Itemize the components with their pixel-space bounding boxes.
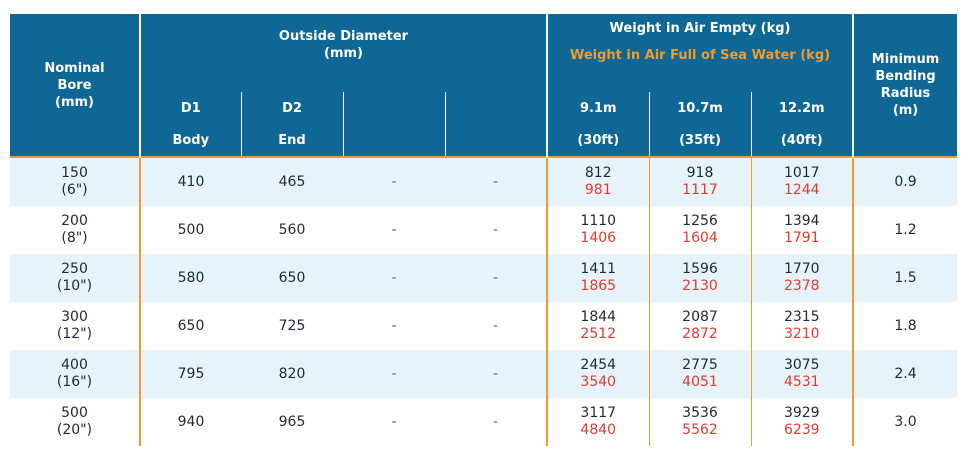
cell-d2: 560 xyxy=(241,206,343,254)
header-weight xyxy=(547,14,853,92)
cell-blank-3: - xyxy=(343,206,445,254)
weight-empty: 1411 xyxy=(580,261,617,277)
weight-full: 1117 xyxy=(682,182,718,198)
cell-d1: 580 xyxy=(140,254,241,302)
bore-in: (8") xyxy=(61,230,88,246)
header-length-2: 10.7m xyxy=(649,92,751,124)
cell-mbr: 1.8 xyxy=(853,302,957,350)
table-row xyxy=(10,157,957,206)
cell-weight-2 xyxy=(649,302,751,350)
weight-empty: 1844 xyxy=(580,309,617,325)
bore-mm: 250 xyxy=(61,261,88,277)
weight-empty: 2087 xyxy=(682,309,718,325)
weight-empty: 1017 xyxy=(783,165,820,181)
bore-mm: 150 xyxy=(61,165,88,181)
cell-d1: 500 xyxy=(140,206,241,254)
weight-empty: 3536 xyxy=(682,405,718,421)
weight-empty: 812 xyxy=(584,165,612,181)
cell-d2: 650 xyxy=(241,254,343,302)
header-min-bend-line2: Bending xyxy=(875,69,936,84)
cell-bore xyxy=(10,254,140,302)
header-blank-3 xyxy=(343,92,445,124)
header-weight-full: Weight in Air Full of Sea Water (kg) xyxy=(569,48,831,63)
bore-in: (10") xyxy=(56,278,93,294)
table-row xyxy=(10,302,957,350)
bore-in: (20") xyxy=(56,422,93,438)
weight-empty: 1394 xyxy=(783,213,820,229)
cell-d2: 725 xyxy=(241,302,343,350)
weight-full: 2512 xyxy=(580,326,617,342)
cell-weight-3 xyxy=(751,350,853,398)
weight-empty: 1110 xyxy=(580,213,617,229)
header-d2: D2 xyxy=(241,92,343,124)
cell-mbr: 1.5 xyxy=(853,254,957,302)
header-length-2-ft: (35ft) xyxy=(649,124,751,157)
weight-full: 3540 xyxy=(580,374,617,390)
header-nominal-bore-line2: Bore xyxy=(57,77,92,93)
weight-full: 2378 xyxy=(783,278,820,294)
cell-weight-2 xyxy=(649,206,751,254)
cell-weight-1 xyxy=(547,157,649,206)
cell-d1: 650 xyxy=(140,302,241,350)
weight-full: 2872 xyxy=(682,326,718,342)
cell-bore xyxy=(10,350,140,398)
weight-empty: 918 xyxy=(686,165,714,181)
cell-blank-3: - xyxy=(343,350,445,398)
cell-mbr: 0.9 xyxy=(853,157,957,206)
weight-full: 6239 xyxy=(783,422,820,438)
cell-bore xyxy=(10,398,140,446)
weight-full: 1865 xyxy=(580,278,617,294)
weight-full: 5562 xyxy=(682,422,718,438)
header-nominal-bore xyxy=(10,14,140,157)
header-body: Body xyxy=(140,124,241,157)
weight-full: 1604 xyxy=(682,230,718,246)
header-outside-diameter-line2: (mm) xyxy=(324,46,363,61)
header-nominal-bore-line1: Nominal xyxy=(44,60,105,76)
weight-empty: 2454 xyxy=(580,357,617,373)
weight-full: 2130 xyxy=(682,278,718,294)
weight-empty: 3075 xyxy=(783,357,820,373)
header-d1: D1 xyxy=(140,92,241,124)
cell-blank-4: - xyxy=(445,302,547,350)
cell-weight-3 xyxy=(751,206,853,254)
cell-weight-3 xyxy=(751,157,853,206)
weight-empty: 2775 xyxy=(682,357,718,373)
bore-mm: 300 xyxy=(61,309,88,325)
cell-bore xyxy=(10,302,140,350)
bore-in: (16") xyxy=(56,374,93,390)
cell-d2: 820 xyxy=(241,350,343,398)
cell-weight-3 xyxy=(751,398,853,446)
weight-full: 4051 xyxy=(682,374,718,390)
header-nominal-bore-line3: (mm) xyxy=(55,94,94,110)
cell-mbr: 3.0 xyxy=(853,398,957,446)
cell-blank-4: - xyxy=(445,157,547,206)
weight-empty: 3929 xyxy=(783,405,820,421)
bore-mm: 500 xyxy=(61,405,88,421)
weight-full: 1791 xyxy=(783,230,820,246)
weight-empty: 3117 xyxy=(580,405,617,421)
header-min-bend-line4: (m) xyxy=(892,103,919,118)
cell-weight-2 xyxy=(649,398,751,446)
table-body xyxy=(10,157,957,446)
bore-mm: 200 xyxy=(61,213,88,229)
cell-weight-1 xyxy=(547,206,649,254)
cell-weight-3 xyxy=(751,302,853,350)
cell-mbr: 2.4 xyxy=(853,350,957,398)
cell-bore xyxy=(10,157,140,206)
cell-mbr: 1.2 xyxy=(853,206,957,254)
cell-blank-4: - xyxy=(445,350,547,398)
header-length-1: 9.1m xyxy=(547,92,649,124)
weight-full: 981 xyxy=(584,182,612,198)
header-weight-empty: Weight in Air Empty (kg) xyxy=(609,21,791,36)
bore-mm: 400 xyxy=(61,357,88,373)
cell-d2: 965 xyxy=(241,398,343,446)
cell-blank-3: - xyxy=(343,254,445,302)
cell-blank-4: - xyxy=(445,398,547,446)
table-row xyxy=(10,350,957,398)
cell-d2: 465 xyxy=(241,157,343,206)
cell-weight-2 xyxy=(649,350,751,398)
cell-bore xyxy=(10,206,140,254)
cell-blank-4: - xyxy=(445,206,547,254)
weight-empty: 1596 xyxy=(682,261,718,277)
header-min-bend-line3: Radius xyxy=(880,86,931,101)
bore-in: (6") xyxy=(61,182,88,198)
cell-d1: 410 xyxy=(140,157,241,206)
cell-weight-1 xyxy=(547,254,649,302)
cell-blank-4: - xyxy=(445,254,547,302)
header-blank-4b xyxy=(445,124,547,157)
header-length-3: 12.2m xyxy=(751,92,853,124)
header-min-bend-line1: Minimum xyxy=(871,52,940,67)
bore-in: (12") xyxy=(56,326,93,342)
weight-full: 4840 xyxy=(580,422,617,438)
weight-empty: 1770 xyxy=(783,261,820,277)
cell-weight-2 xyxy=(649,157,751,206)
cell-weight-1 xyxy=(547,302,649,350)
header-length-3-ft: (40ft) xyxy=(751,124,853,157)
weight-empty: 2315 xyxy=(783,309,820,325)
cell-d1: 940 xyxy=(140,398,241,446)
weight-full: 4531 xyxy=(783,374,820,390)
cell-d1: 795 xyxy=(140,350,241,398)
cell-blank-3: - xyxy=(343,157,445,206)
header-outside-diameter xyxy=(140,14,547,92)
cell-blank-3: - xyxy=(343,302,445,350)
weight-full: 1244 xyxy=(783,182,820,198)
cell-weight-2 xyxy=(649,254,751,302)
cell-weight-3 xyxy=(751,254,853,302)
table-header xyxy=(10,14,957,157)
weight-empty: 1256 xyxy=(682,213,718,229)
header-outside-diameter-line1: Outside Diameter xyxy=(278,29,409,44)
header-end: End xyxy=(241,124,343,157)
cell-blank-3: - xyxy=(343,398,445,446)
header-min-bending-radius xyxy=(853,14,957,157)
table-row xyxy=(10,206,957,254)
cell-weight-1 xyxy=(547,398,649,446)
hose-spec-table xyxy=(10,14,957,446)
table-row xyxy=(10,254,957,302)
weight-full: 1406 xyxy=(580,230,617,246)
weight-full: 3210 xyxy=(783,326,820,342)
header-blank-4 xyxy=(445,92,547,124)
header-length-1-ft: (30ft) xyxy=(547,124,649,157)
header-blank-3b xyxy=(343,124,445,157)
table-row xyxy=(10,398,957,446)
cell-weight-1 xyxy=(547,350,649,398)
